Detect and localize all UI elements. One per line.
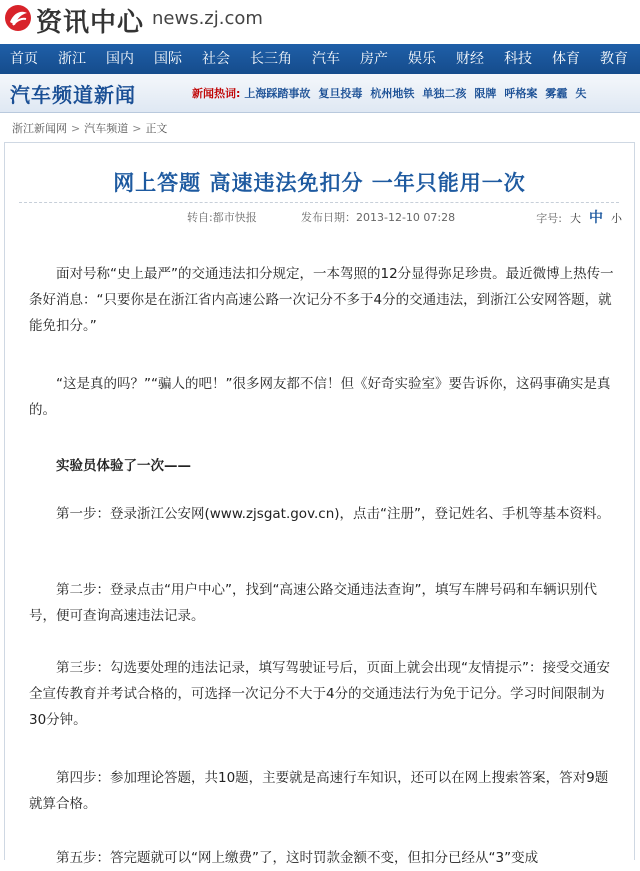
main-nav [0, 44, 640, 74]
hot-words [192, 85, 594, 101]
font-size-medium-button[interactable]: 中 [589, 210, 603, 226]
nav-item-society[interactable]: 社会 [202, 51, 230, 67]
channel-title[interactable]: 汽车频道新闻 [10, 83, 136, 107]
nav-item-education[interactable]: 教育 [600, 51, 628, 67]
hot-word-link[interactable]: 限牌 [474, 87, 497, 100]
breadcrumb-current: 正文 [145, 122, 168, 135]
font-size-small-button[interactable]: 小 [611, 212, 622, 225]
font-size-large-button[interactable]: 大 [570, 212, 581, 225]
hot-word-link[interactable]: 杭州地铁 [370, 87, 415, 100]
breadcrumb [12, 120, 167, 136]
hot-word-link[interactable]: 失 [575, 87, 587, 100]
article-paragraph: 第一步：登录浙江公安网(www.zjsgat.gov.cn)，点击“注册”，登记姓名、手机等基本资料。 [56, 506, 611, 522]
nav-item-home[interactable]: 首页 [10, 51, 38, 67]
nav-item-finance[interactable]: 财经 [456, 51, 484, 67]
hot-word-link[interactable]: 呼格案 [504, 87, 538, 100]
title-divider [19, 202, 619, 203]
nav-item-auto[interactable]: 汽车 [312, 51, 340, 67]
nav-item-real-estate[interactable]: 房产 [360, 51, 388, 67]
article-subheading: 实验员体验了一次—— [56, 458, 191, 474]
breadcrumb-home[interactable]: 浙江新闻网 [12, 122, 67, 135]
font-size-label: 字号: [536, 212, 562, 225]
channel-bar [0, 74, 640, 113]
site-name[interactable]: 资讯中心 [36, 8, 145, 38]
site-header [0, 0, 640, 42]
article-paragraph: 面对号称“史上最严”的交通违法扣分规定，一本驾照的12分显得弥足珍贵。最近微博上热传一条好消息：“只要你是在浙江省内高速公路一次记分不多于4分的交通违法，到浙江公安网答题，就能免扣分。” [29, 266, 614, 334]
article-paragraph: 第三步：勾选要处理的违法记录，填写驾驶证号后，页面上就会出现“友情提示”：接受交通安全宣传教育并考试合格的，可选择一次记分不大于4分的交通违法行为免于记分。学习时间限制为30分钟。 [29, 660, 610, 728]
hot-words-label: 新闻热词: [192, 87, 241, 100]
nav-item-sports[interactable]: 体育 [552, 51, 580, 67]
breadcrumb-separator: > [71, 121, 81, 135]
article-paragraph: 第四步：参加理论答题，共10题，主要就是高速行车知识，还可以在网上搜索答案，答对9题就算合格。 [29, 770, 609, 812]
nav-item-international[interactable]: 国际 [154, 51, 182, 67]
article-date: 发布日期：2013-12-10 07:28 [301, 211, 456, 224]
nav-item-zhejiang[interactable]: 浙江 [58, 51, 86, 67]
site-logo-icon[interactable] [4, 4, 32, 32]
hot-word-link[interactable]: 复旦投毒 [318, 87, 363, 100]
breadcrumb-channel[interactable]: 汽车频道 [84, 122, 129, 135]
site-domain: news.zj.com [152, 8, 263, 29]
breadcrumb-separator: > [132, 121, 142, 135]
article-paragraph: 第五步：答完题就可以“网上缴费”了，这时罚款金额不变，但扣分已经从“3”变成 [56, 850, 539, 866]
font-size-control [536, 207, 622, 227]
hot-word-link[interactable]: 雾霾 [545, 87, 568, 100]
nav-item-entertainment[interactable]: 娱乐 [408, 51, 436, 67]
nav-item-domestic[interactable]: 国内 [106, 51, 134, 67]
hot-word-link[interactable]: 单独二孩 [422, 87, 467, 100]
article-container [4, 142, 635, 866]
nav-item-yangtze-delta[interactable]: 长三角 [250, 51, 292, 67]
nav-item-tech[interactable]: 科技 [504, 51, 532, 67]
hot-word-link[interactable]: 上海踩踏事故 [244, 87, 311, 100]
article-paragraph: “这是真的吗？”“骗人的吧！”很多网友都不信！但《好奇实验室》要告诉你，这码事确实是真的。 [29, 376, 611, 418]
article-title: 网上答题 高速违法免扣分 一年只能用一次 [113, 171, 526, 195]
article-source: 转自:都市快报 [187, 211, 257, 224]
article-paragraph: 第二步：登录点击“用户中心”，找到“高速公路交通违法查询”，填写车牌号码和车辆识别代号，便可查询高速违法记录。 [29, 582, 597, 624]
